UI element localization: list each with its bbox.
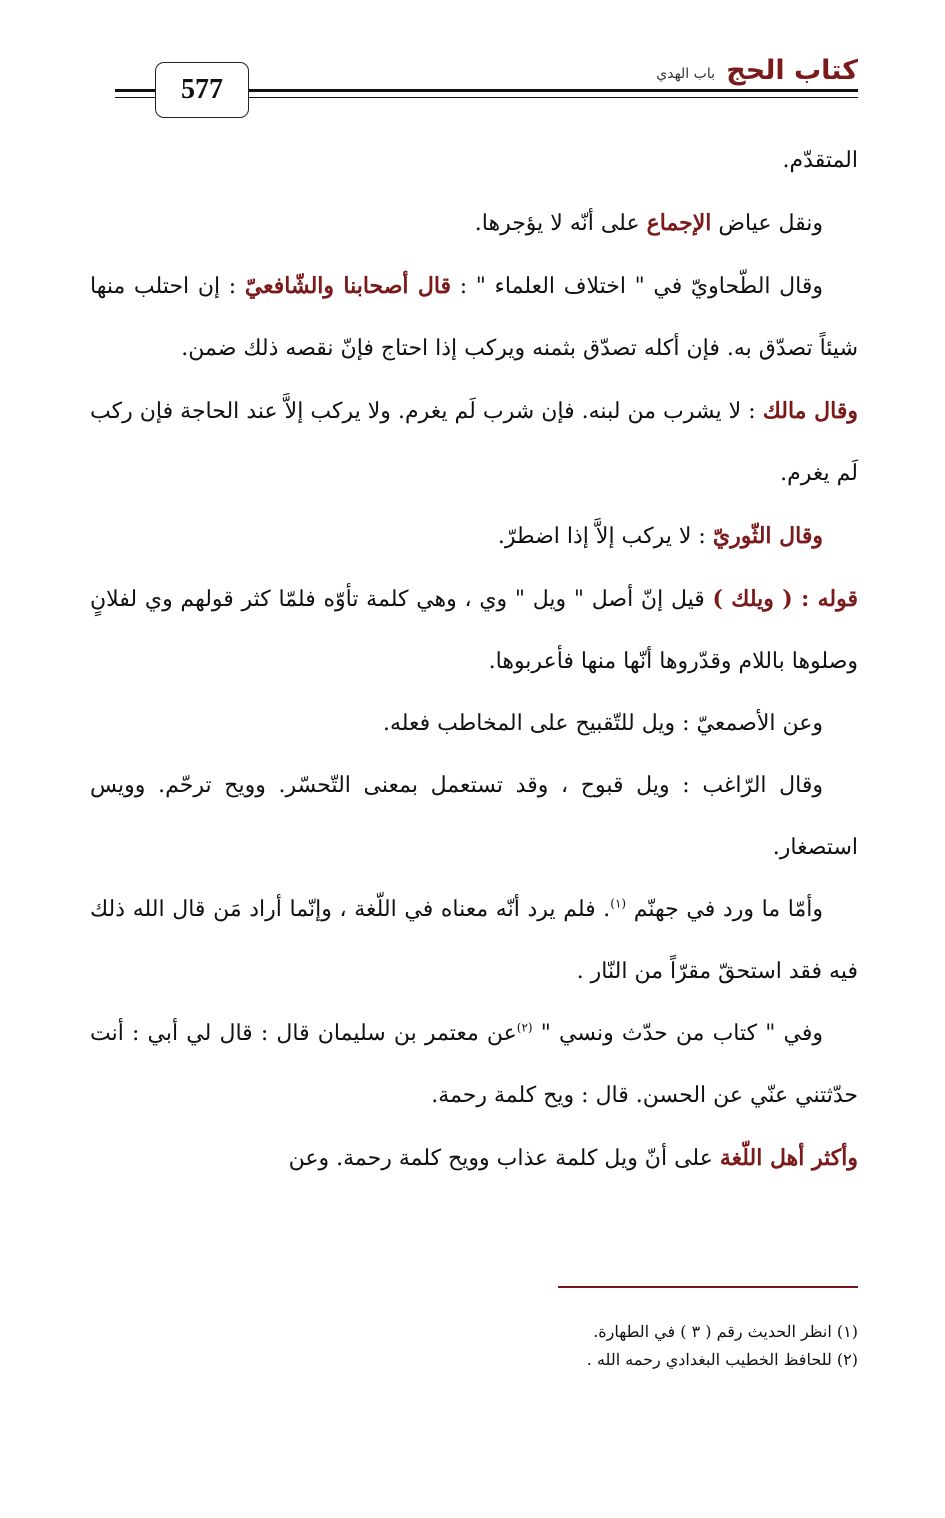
text-run: : لا يركب إلاَّ إذا اضطرّ. xyxy=(497,524,713,549)
highlighted-term: وقال مالك xyxy=(762,398,859,424)
paragraph xyxy=(90,1003,858,1127)
footnote-ref: (٢) xyxy=(516,1020,533,1035)
text-run: وقال الرّاغب : ويل قبوح ، وقد تستعمل بمعنى التّحسّر. وويح ترحّم. وويس استصغار. xyxy=(90,773,858,860)
footnotes xyxy=(90,1318,858,1374)
footnote-2: (٢) للحافظ الخطيب البغدادي رحمه الله . xyxy=(586,1350,858,1369)
page-number: 577 xyxy=(155,62,249,118)
footnote-1: (١) انظر الحديث رقم ( ٣ ) في الطهارة. xyxy=(593,1322,858,1341)
text-run: . فلم يرد أنّه معناه في اللّغة ، وإنّما أراد مَن قال الله ذلك فيه فقد استحقّ مقرّاً من النّار . xyxy=(90,897,858,984)
paragraph xyxy=(90,130,858,192)
paragraph xyxy=(90,192,858,255)
highlighted-term: وأكثر أهل اللّغة xyxy=(719,1145,858,1171)
paragraph xyxy=(90,879,858,1003)
paragraph xyxy=(90,255,858,380)
text-run: قيل إنّ أصل " ويل " وي ، وهي كلمة تأوّه فلمّا كثر قولهم وي لفلانٍ وصلوها باللام وقدّروها أنّها منها فأعربوها. xyxy=(90,587,858,674)
paragraph xyxy=(90,693,858,755)
text-run: عن معتمر بن سليمان قال : قال لي أبي : أنت حدّثتني عنّي عن الحسن. قال : ويح كلمة رحمة. xyxy=(90,1021,858,1108)
highlighted-term: الإجماع xyxy=(646,210,712,236)
page-body xyxy=(90,130,858,1190)
paragraph xyxy=(90,568,858,693)
paragraph xyxy=(90,380,858,505)
highlighted-term: وقال الثّوريّ xyxy=(712,523,823,549)
footnote-separator xyxy=(558,1286,858,1288)
highlighted-term: قال أصحابنا والشّافعيّ xyxy=(244,273,452,299)
paragraph xyxy=(90,505,858,568)
page-header xyxy=(0,0,945,130)
highlighted-term: قوله : ( ويلك ) xyxy=(712,586,858,612)
text-run: : إن احتلب منها شيئاً تصدّق به. فإن أكله تصدّق بثمنه ويركب إذا احتاج فإنّ نقصه ذلك ضمن. xyxy=(90,274,858,361)
text-run: وعن الأصمعيّ : ويل للتّقبيح على المخاطب فعله. xyxy=(382,711,823,736)
paragraph xyxy=(90,755,858,879)
text-run: على أنّه لا يؤجرها. xyxy=(474,211,647,236)
text-run: ونقل عياض xyxy=(711,211,823,236)
text-run: وقال الطّحاويّ في " اختلاف العلماء " : xyxy=(451,274,824,299)
text-run: على أنّ ويل كلمة عذاب وويح كلمة رحمة. وعن xyxy=(288,1146,720,1171)
text-run: وفي " كتاب من حدّث ونسي " xyxy=(532,1021,824,1046)
text-run: وأمّا ما ورد في جهنّم xyxy=(626,897,823,922)
chapter-title: باب الهدي xyxy=(656,66,715,82)
book-title: كتاب الحج xyxy=(726,55,858,86)
text-run: : لا يشرب من لبنه. فإن شرب لَم يغرم. ولا يركب إلاَّ عند الحاجة فإن ركب لَم يغرم. xyxy=(90,399,858,486)
paragraph xyxy=(90,1127,858,1190)
text-run: المتقدّم. xyxy=(782,148,858,173)
footnote-ref: (١) xyxy=(610,896,627,911)
